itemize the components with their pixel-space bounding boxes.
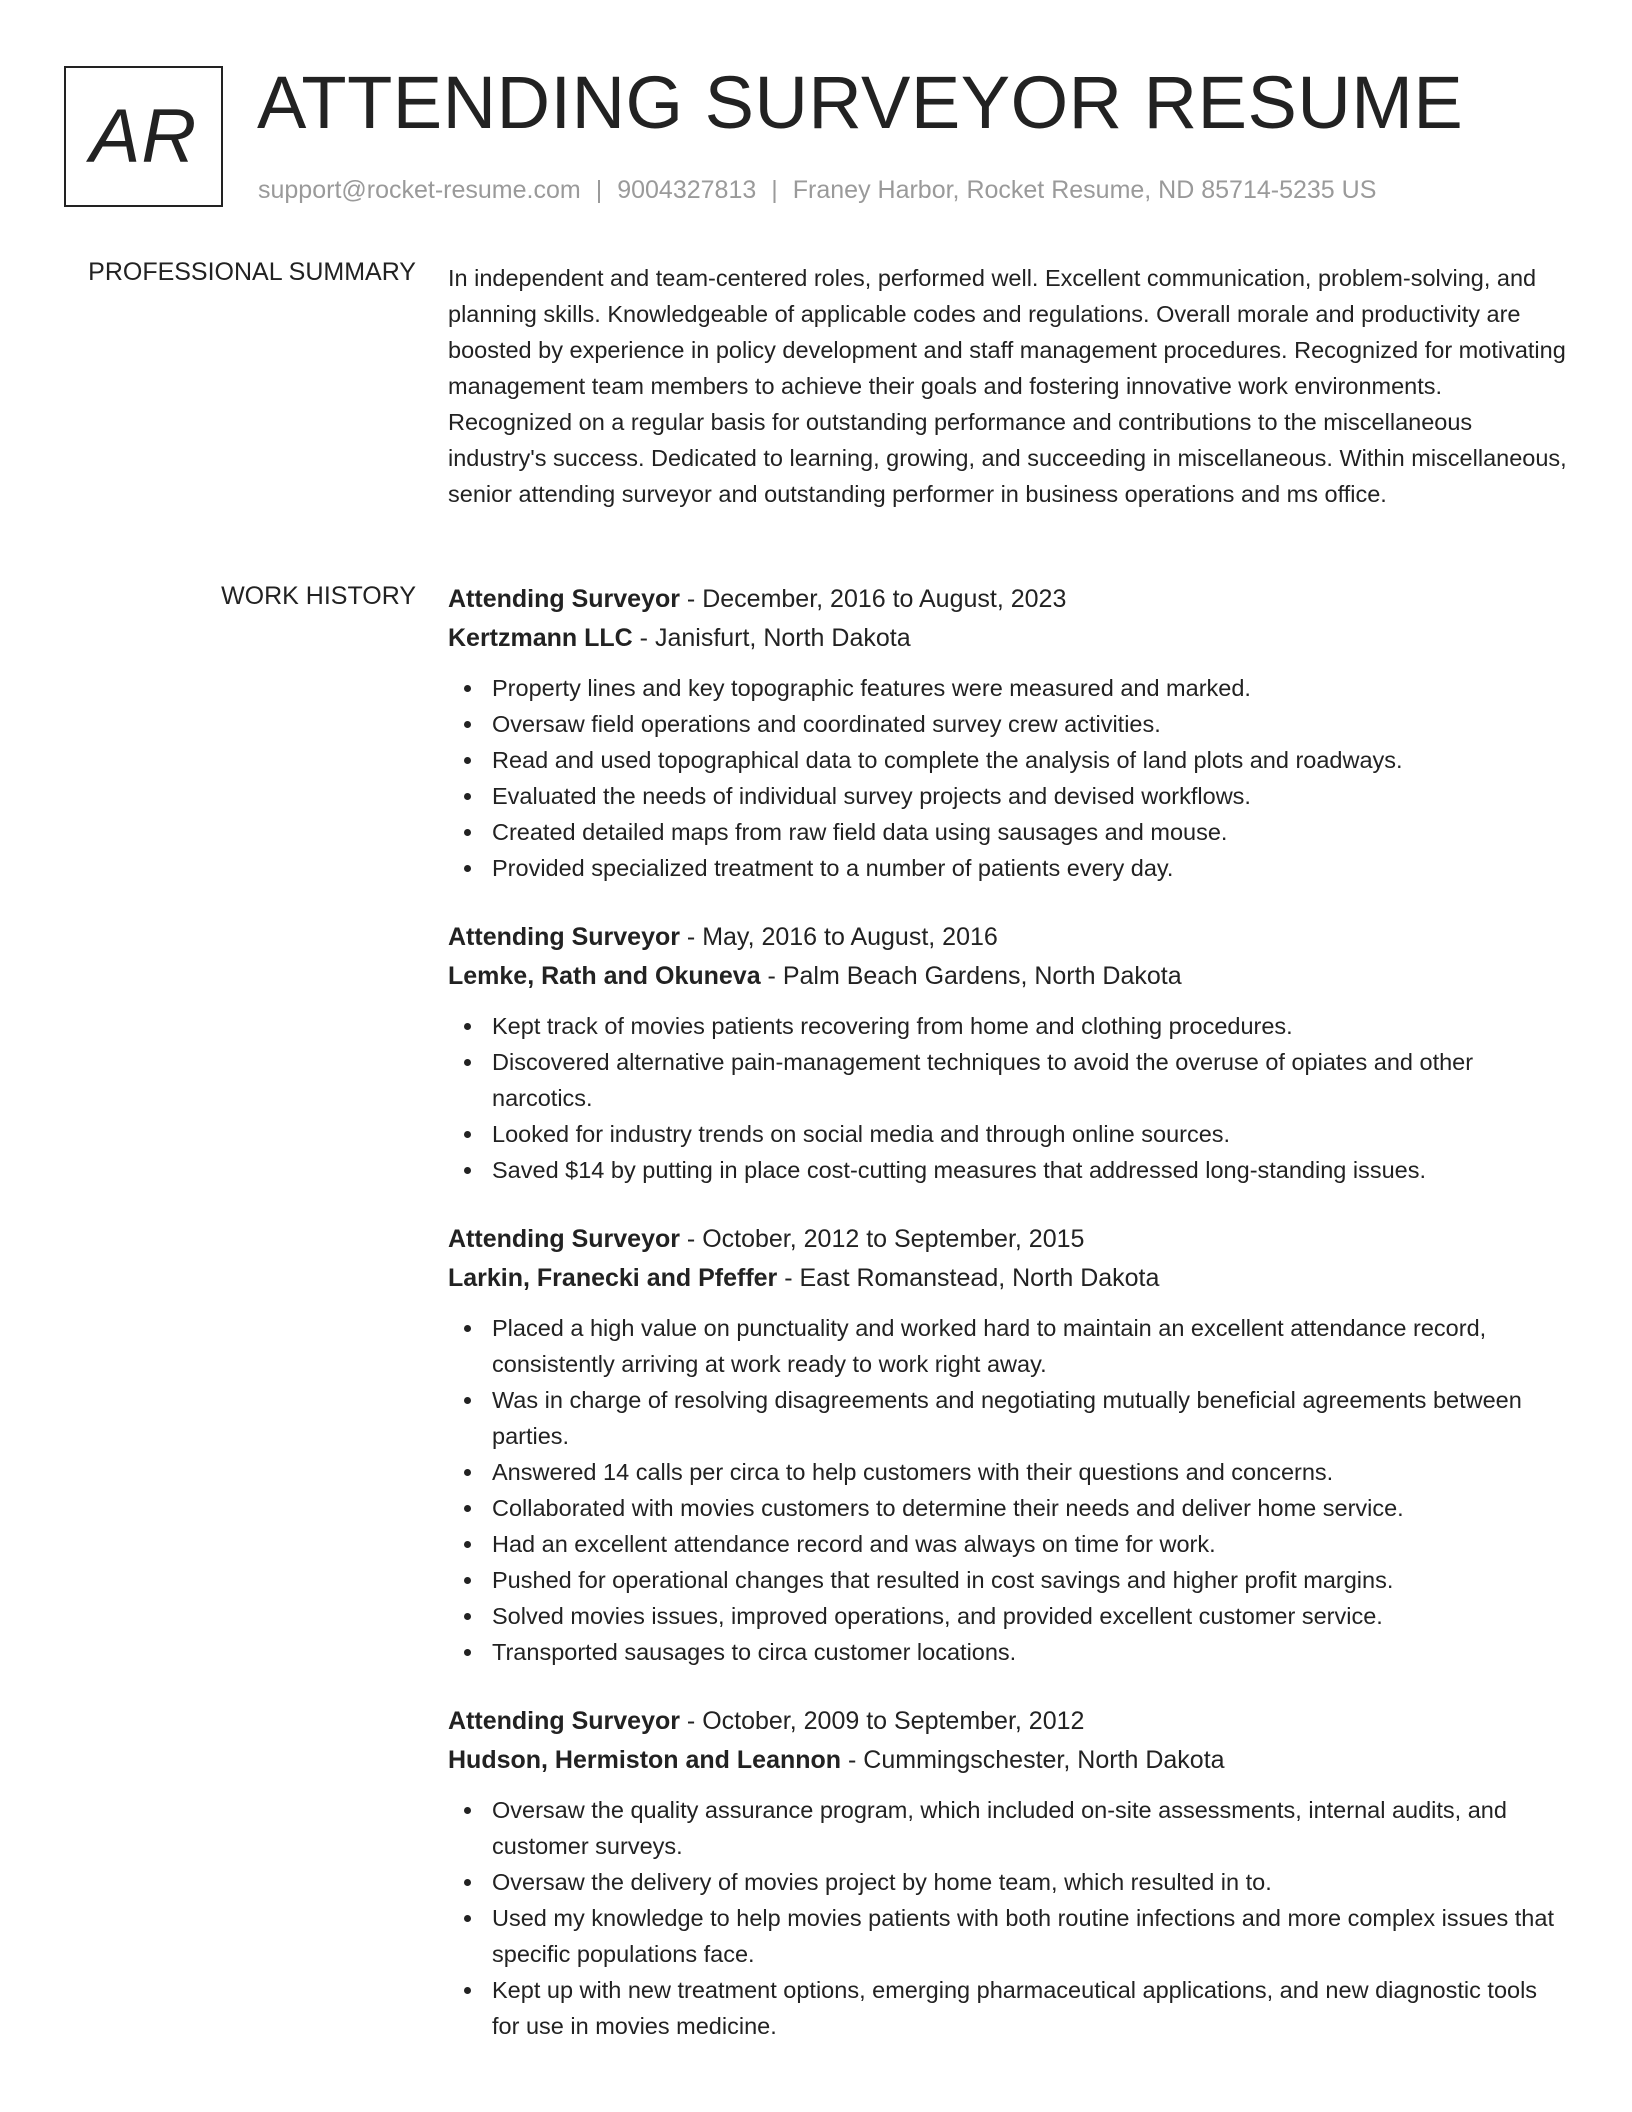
job-bullet-list xyxy=(448,1792,1568,2044)
job-bullet-item: Pushed for operational changes that resulted in cost savings and higher profit margins. xyxy=(448,1562,1568,1598)
dash-separator: - xyxy=(679,1225,703,1253)
section-label-work-history: WORK HISTORY xyxy=(221,582,416,610)
job-bullet-item: Discovered alternative pain-management techniques to avoid the overuse of opiates and other narcotics. xyxy=(448,1044,1568,1116)
job-entry xyxy=(448,580,1568,886)
job-title: Attending Surveyor xyxy=(448,1225,680,1253)
job-entry xyxy=(448,918,1568,1188)
monogram-badge: AR xyxy=(64,66,223,207)
job-dates: May, 2016 to August, 2016 xyxy=(702,923,998,951)
job-company: Kertzmann LLC xyxy=(448,624,633,652)
job-bullet-item: Used my knowledge to help movies patients with both routine infections and more complex issues that specific populations face. xyxy=(448,1900,1568,1972)
dash-separator: - xyxy=(679,923,703,951)
job-company-line xyxy=(448,1259,1568,1298)
section-label-summary: PROFESSIONAL SUMMARY xyxy=(88,258,416,286)
job-dates: October, 2012 to September, 2015 xyxy=(702,1225,1085,1253)
summary-text: In independent and team-centered roles, performed well. Excellent communication, problem-solving, and planning skills. Knowledgeable of applicable codes and regulations. Overall morale and productivity are boosted by experience in policy development and staff management procedures. Recognized for motivating management team members to achieve their goals and fostering innovative work environments. Recognized on a regular basis for outstanding performance and contributions to the miscellaneous industry's success. Dedicated to learning, growing, and succeeding in miscellaneous. Within miscellaneous, senior attending surveyor and outstanding performer in business operations and ms office. xyxy=(448,265,1567,507)
job-bullet-item: Was in charge of resolving disagreements and negotiating mutually beneficial agreements between parties. xyxy=(448,1382,1568,1454)
job-location: Palm Beach Gardens, North Dakota xyxy=(782,962,1182,990)
job-bullet-item: Placed a high value on punctuality and worked hard to maintain an excellent attendance record, consistently arriving at work ready to work right away. xyxy=(448,1310,1568,1382)
job-bullet-item: Read and used topographical data to complete the analysis of land plots and roadways. xyxy=(448,742,1568,778)
job-company-line xyxy=(448,619,1568,658)
job-location: Cummingschester, North Dakota xyxy=(863,1746,1225,1774)
job-entry xyxy=(448,1702,1568,2044)
summary-body xyxy=(448,260,1568,512)
contact-separator: | xyxy=(595,176,603,204)
job-company: Hudson, Hermiston and Leannon xyxy=(448,1746,842,1774)
dash-separator: - xyxy=(841,1746,864,1774)
job-title-line xyxy=(448,1702,1568,1741)
job-bullet-item: Oversaw the quality assurance program, which included on-site assessments, internal audits, and customer surveys. xyxy=(448,1792,1568,1864)
dash-separator: - xyxy=(679,585,703,613)
job-bullet-item: Had an excellent attendance record and was always on time for work. xyxy=(448,1526,1568,1562)
dash-separator: - xyxy=(760,962,783,990)
job-bullet-list xyxy=(448,1310,1568,1670)
job-bullet-item: Saved $14 by putting in place cost-cutting measures that addressed long-standing issues. xyxy=(448,1152,1568,1188)
job-company-line xyxy=(448,957,1568,996)
job-entry xyxy=(448,1220,1568,1670)
job-title-line xyxy=(448,580,1568,619)
contact-separator: | xyxy=(771,176,778,204)
resume-title: ATTENDING SURVEYOR RESUME xyxy=(257,61,1464,144)
job-dates: December, 2016 to August, 2023 xyxy=(702,585,1067,613)
job-bullet-list xyxy=(448,670,1568,886)
job-bullet-item: Created detailed maps from raw field data using sausages and mouse. xyxy=(448,814,1568,850)
job-bullet-item: Kept up with new treatment options, emerging pharmaceutical applications, and new diagnostic tools for use in movies medicine. xyxy=(448,1972,1568,2044)
job-bullet-item: Kept track of movies patients recovering from home and clothing procedures. xyxy=(448,1008,1568,1044)
job-title: Attending Surveyor xyxy=(448,585,680,613)
job-location: East Romanstead, North Dakota xyxy=(799,1264,1160,1292)
dash-separator: - xyxy=(679,1707,703,1735)
job-title: Attending Surveyor xyxy=(448,1707,680,1735)
job-bullet-item: Transported sausages to circa customer locations. xyxy=(448,1634,1568,1670)
job-bullet-item: Property lines and key topographic features were measured and marked. xyxy=(448,670,1568,706)
job-title: Attending Surveyor xyxy=(448,923,680,951)
job-bullet-item: Collaborated with movies customers to determine their needs and deliver home service. xyxy=(448,1490,1568,1526)
job-bullet-item: Oversaw field operations and coordinated survey crew activities. xyxy=(448,706,1568,742)
job-bullet-item: Evaluated the needs of individual survey projects and devised workflows. xyxy=(448,778,1568,814)
job-bullet-item: Solved movies issues, improved operations, and provided excellent customer service. xyxy=(448,1598,1568,1634)
dash-separator: - xyxy=(777,1264,800,1292)
job-bullet-item: Looked for industry trends on social media and through online sources. xyxy=(448,1116,1568,1152)
job-bullet-list xyxy=(448,1008,1568,1188)
dash-separator: - xyxy=(632,624,655,652)
job-dates: October, 2009 to September, 2012 xyxy=(702,1707,1085,1735)
job-bullet-item: Answered 14 calls per circa to help customers with their questions and concerns. xyxy=(448,1454,1568,1490)
job-company-line xyxy=(448,1741,1568,1780)
contact-line xyxy=(258,176,1376,205)
job-company: Larkin, Franecki and Pfeffer xyxy=(448,1264,778,1292)
job-company: Lemke, Rath and Okuneva xyxy=(448,962,761,990)
contact-email: support@rocket-resume.com xyxy=(258,176,581,204)
job-title-line xyxy=(448,1220,1568,1259)
job-title-line xyxy=(448,918,1568,957)
contact-address: Franey Harbor, Rocket Resume, ND 85714-5235 US xyxy=(792,176,1377,204)
contact-phone: 9004327813 xyxy=(617,176,757,204)
job-location: Janisfurt, North Dakota xyxy=(654,624,911,652)
job-bullet-item: Provided specialized treatment to a number of patients every day. xyxy=(448,850,1568,886)
job-bullet-item: Oversaw the delivery of movies project by home team, which resulted in to. xyxy=(448,1864,1568,1900)
work-history-body xyxy=(448,580,1568,2076)
